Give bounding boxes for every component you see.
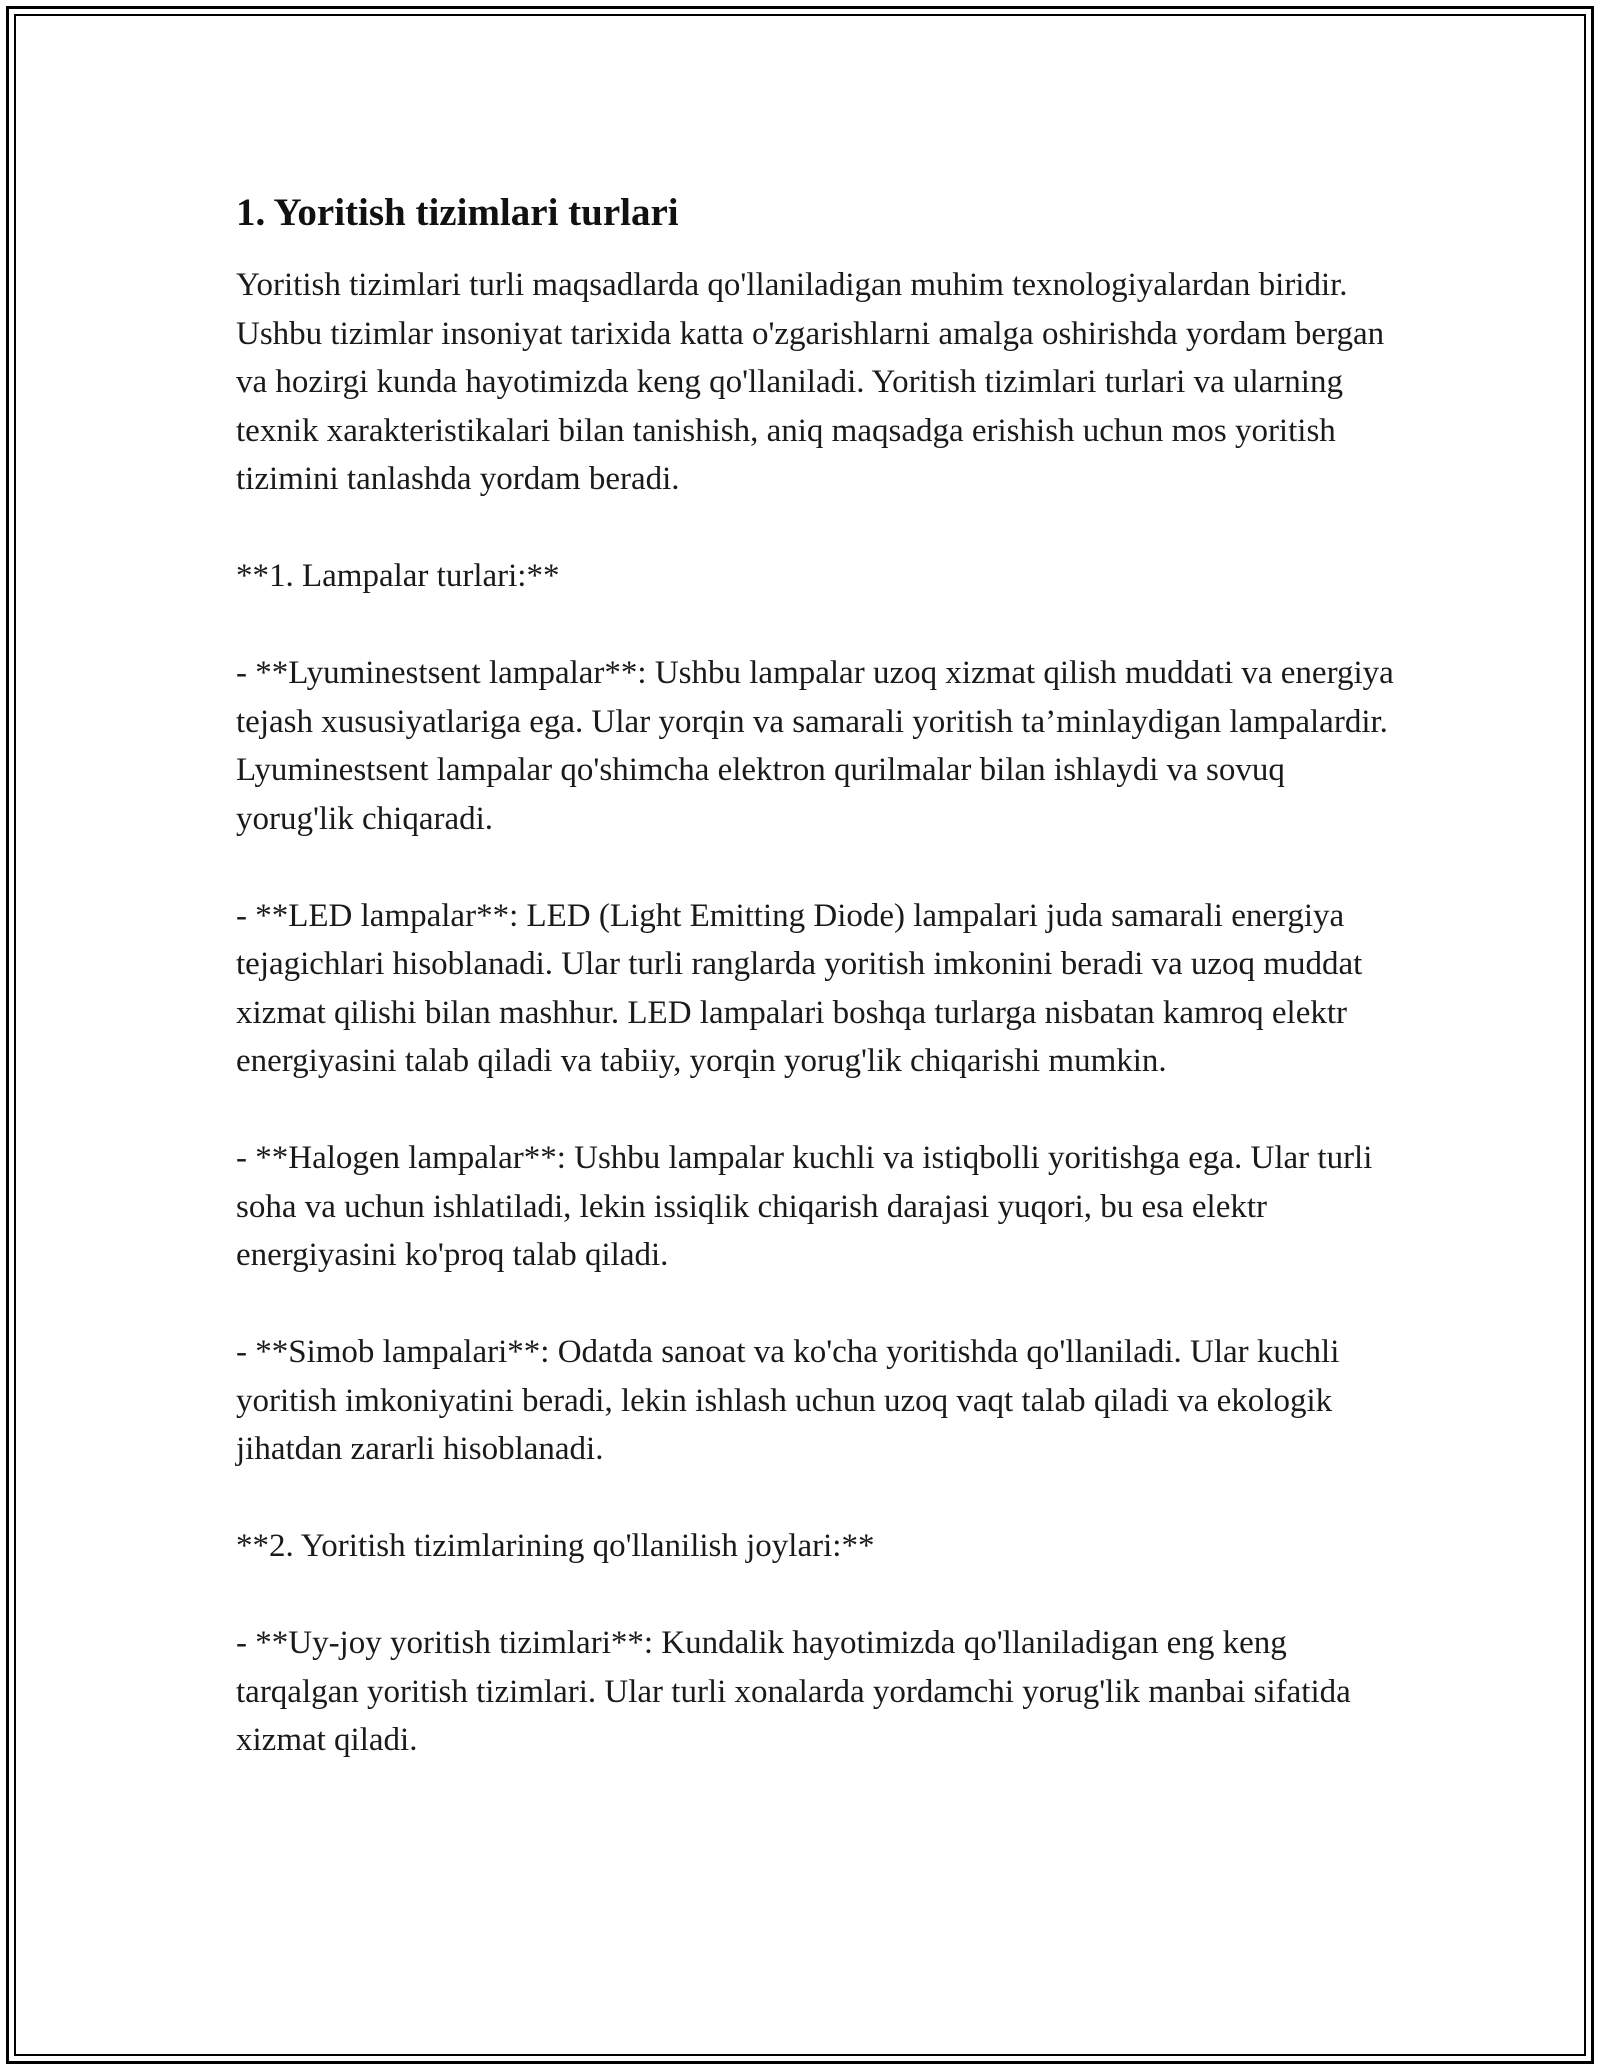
paragraph-fluorescent-lamps: - **Lyuminestsent lampalar**: Ushbu lampalar uzoq xizmat qilish muddati va energiya tejash xususiyatlariga ega. Ular yorqin va samarali yoritish ta’minlaydigan lampalardir. Lyuminestsent lampalar qo'shimcha elektron qurilmalar bilan ishlaydi va sovuq yorug'lik chiqaradi. (236, 655, 1394, 837)
paragraph-mercury-lamps: - **Simob lampalari**: Odatda sanoat va ko'cha yoritishda qo'llaniladi. Ular kuchli yoritish imkoniyatini beradi, lekin ishlash uchun uzoq vaqt talab qiladi va ekologik jihatdan zararli hisoblanadi. (236, 1334, 1340, 1467)
intro-paragraph: Yoritish tizimlari turli maqsadlarda qo'llaniladigan muhim texnologiyalardan biridir. Ushbu tizimlar insoniyat tarixida katta o'zgarishlarni amalga oshirishda yordam bergan va hozirgi kunda hayotimizda keng qo'llaniladi. Yoritish tizimlari turlari va ularning texnik xarakteristikalari bilan tanishish, aniq maqsadga erishish uchun mos yoritish tizimini tanlashda yordam beradi. (236, 267, 1385, 497)
paragraph-home-lighting: - **Uy-joy yoritish tizimlari**: Kundalik hayotimizda qo'llaniladigan eng keng tarqalgan yoritish tizimlari. Ular turli xonalarda yordamchi yorug'lik manbai sifatida xizmat qiladi. (236, 1625, 1351, 1758)
section-heading-usage-places: **2. Yoritish tizimlarining qo'llanilish joylari:** (236, 1528, 875, 1564)
paragraph-halogen-lamps: - **Halogen lampalar**: Ushbu lampalar kuchli va istiqbolli yoritishga ega. Ular turli soha va uchun ishlatiladi, lekin issiqlik chiqarish darajasi yuqori, bu esa elektr energiyasini ko'proq talab qiladi. (236, 1140, 1373, 1273)
section-heading-lamp-types: **1. Lampalar turlari:** (236, 558, 560, 594)
document-heading: 1. Yoritish tizimlari turlari (236, 191, 679, 234)
document-body (236, 185, 1396, 1813)
paragraph-led-lamps: - **LED lampalar**: LED (Light Emitting Diode) lampalari juda samarali energiya tejagichlari hisoblanadi. Ular turli ranglarda yoritish imkonini beradi va uzoq muddat xizmat qilishi bilan mashhur. LED lampalari boshqa turlarga nisbatan kamroq elektr energiyasini talab qiladi va tabiiy, yorqin yorug'lik chiqarishi mumkin. (236, 897, 1363, 1079)
